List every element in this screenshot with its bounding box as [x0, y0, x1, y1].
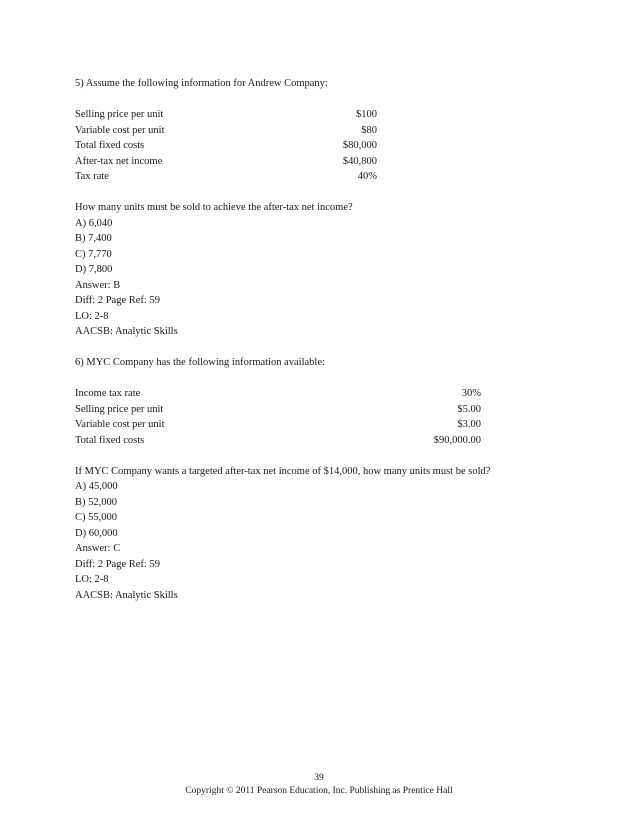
q6-answer: Answer: C [75, 543, 121, 554]
q6-option-a: A) 45,000 [75, 481, 118, 492]
q5-header: 5) Assume the following information for Andrew Company: [75, 78, 328, 89]
copyright-notice: Copyright © 2011 Pearson Education, Inc. Publishing as Prentice Hall [185, 786, 453, 796]
q6-row-tax-rate [75, 386, 575, 402]
q6-row-variable-cost [75, 417, 575, 433]
q6-row-selling-price [75, 402, 575, 418]
q6-diff: Diff: 2 Page Ref: 59 [75, 558, 160, 570]
q5-lo: LO: 2-8 [75, 310, 109, 322]
q6-row-fixed-costs [75, 433, 575, 449]
q6-value: $3.00 [457, 419, 481, 430]
q5-row-tax-rate [75, 169, 575, 185]
q5-option-c: C) 7,770 [75, 248, 112, 260]
q5-value: 40% [357, 171, 377, 182]
q5-aacsb: AACSB: Analytic Skills [75, 326, 178, 337]
q6-table [75, 386, 575, 448]
q6-option-c: C) 55,000 [75, 512, 117, 523]
q5-question: How many units must be sold to achieve the after-tax net income? [75, 202, 353, 213]
q5-row-fixed-costs [75, 138, 575, 154]
q6-header: 6) MYC Company has the following information available: [75, 357, 325, 368]
q6-label: Total fixed costs [75, 434, 145, 446]
q5-label: Tax rate [75, 171, 109, 182]
q5-label: Variable cost per unit [75, 124, 165, 136]
q5-value: $40,800 [342, 155, 377, 167]
q6-lo: LO: 2-8 [75, 574, 109, 585]
q5-option-d: D) 7,800 [75, 264, 113, 275]
page-content [75, 76, 575, 603]
q5-label: Selling price per unit [75, 109, 164, 120]
q6-value: $5.00 [457, 403, 481, 415]
q5-diff: Diff: 2 Page Ref: 59 [75, 295, 160, 306]
q5-value: $100 [356, 109, 377, 120]
q5-table [75, 107, 575, 185]
q6-label: Selling price per unit [75, 403, 164, 415]
q5-row-net-income [75, 154, 575, 170]
q6-label: Income tax rate [75, 388, 141, 399]
q5-row-selling-price [75, 107, 575, 123]
q6-option-d: D) 60,000 [75, 527, 118, 539]
q5-label: Total fixed costs [75, 140, 145, 151]
q5-row-variable-cost [75, 123, 575, 139]
q5-label: After-tax net income [75, 155, 163, 167]
q6-option-b: B) 52,000 [75, 496, 117, 508]
q6-value: $90,000.00 [433, 434, 481, 446]
q5-value: $80 [361, 124, 377, 136]
q6-aacsb: AACSB: Analytic Skills [75, 589, 178, 601]
q5-value: $80,000 [342, 140, 377, 151]
q5-option-a: A) 6,040 [75, 217, 113, 229]
page-number: 39 [314, 773, 324, 783]
q5-option-b: B) 7,400 [75, 233, 112, 244]
q6-question: If MYC Company wants a targeted after-tax net income of $14,000, how many units must be sold? [75, 465, 491, 477]
q5-answer: Answer: B [75, 279, 121, 291]
q6-label: Variable cost per unit [75, 419, 165, 430]
q6-value: 30% [461, 388, 481, 399]
